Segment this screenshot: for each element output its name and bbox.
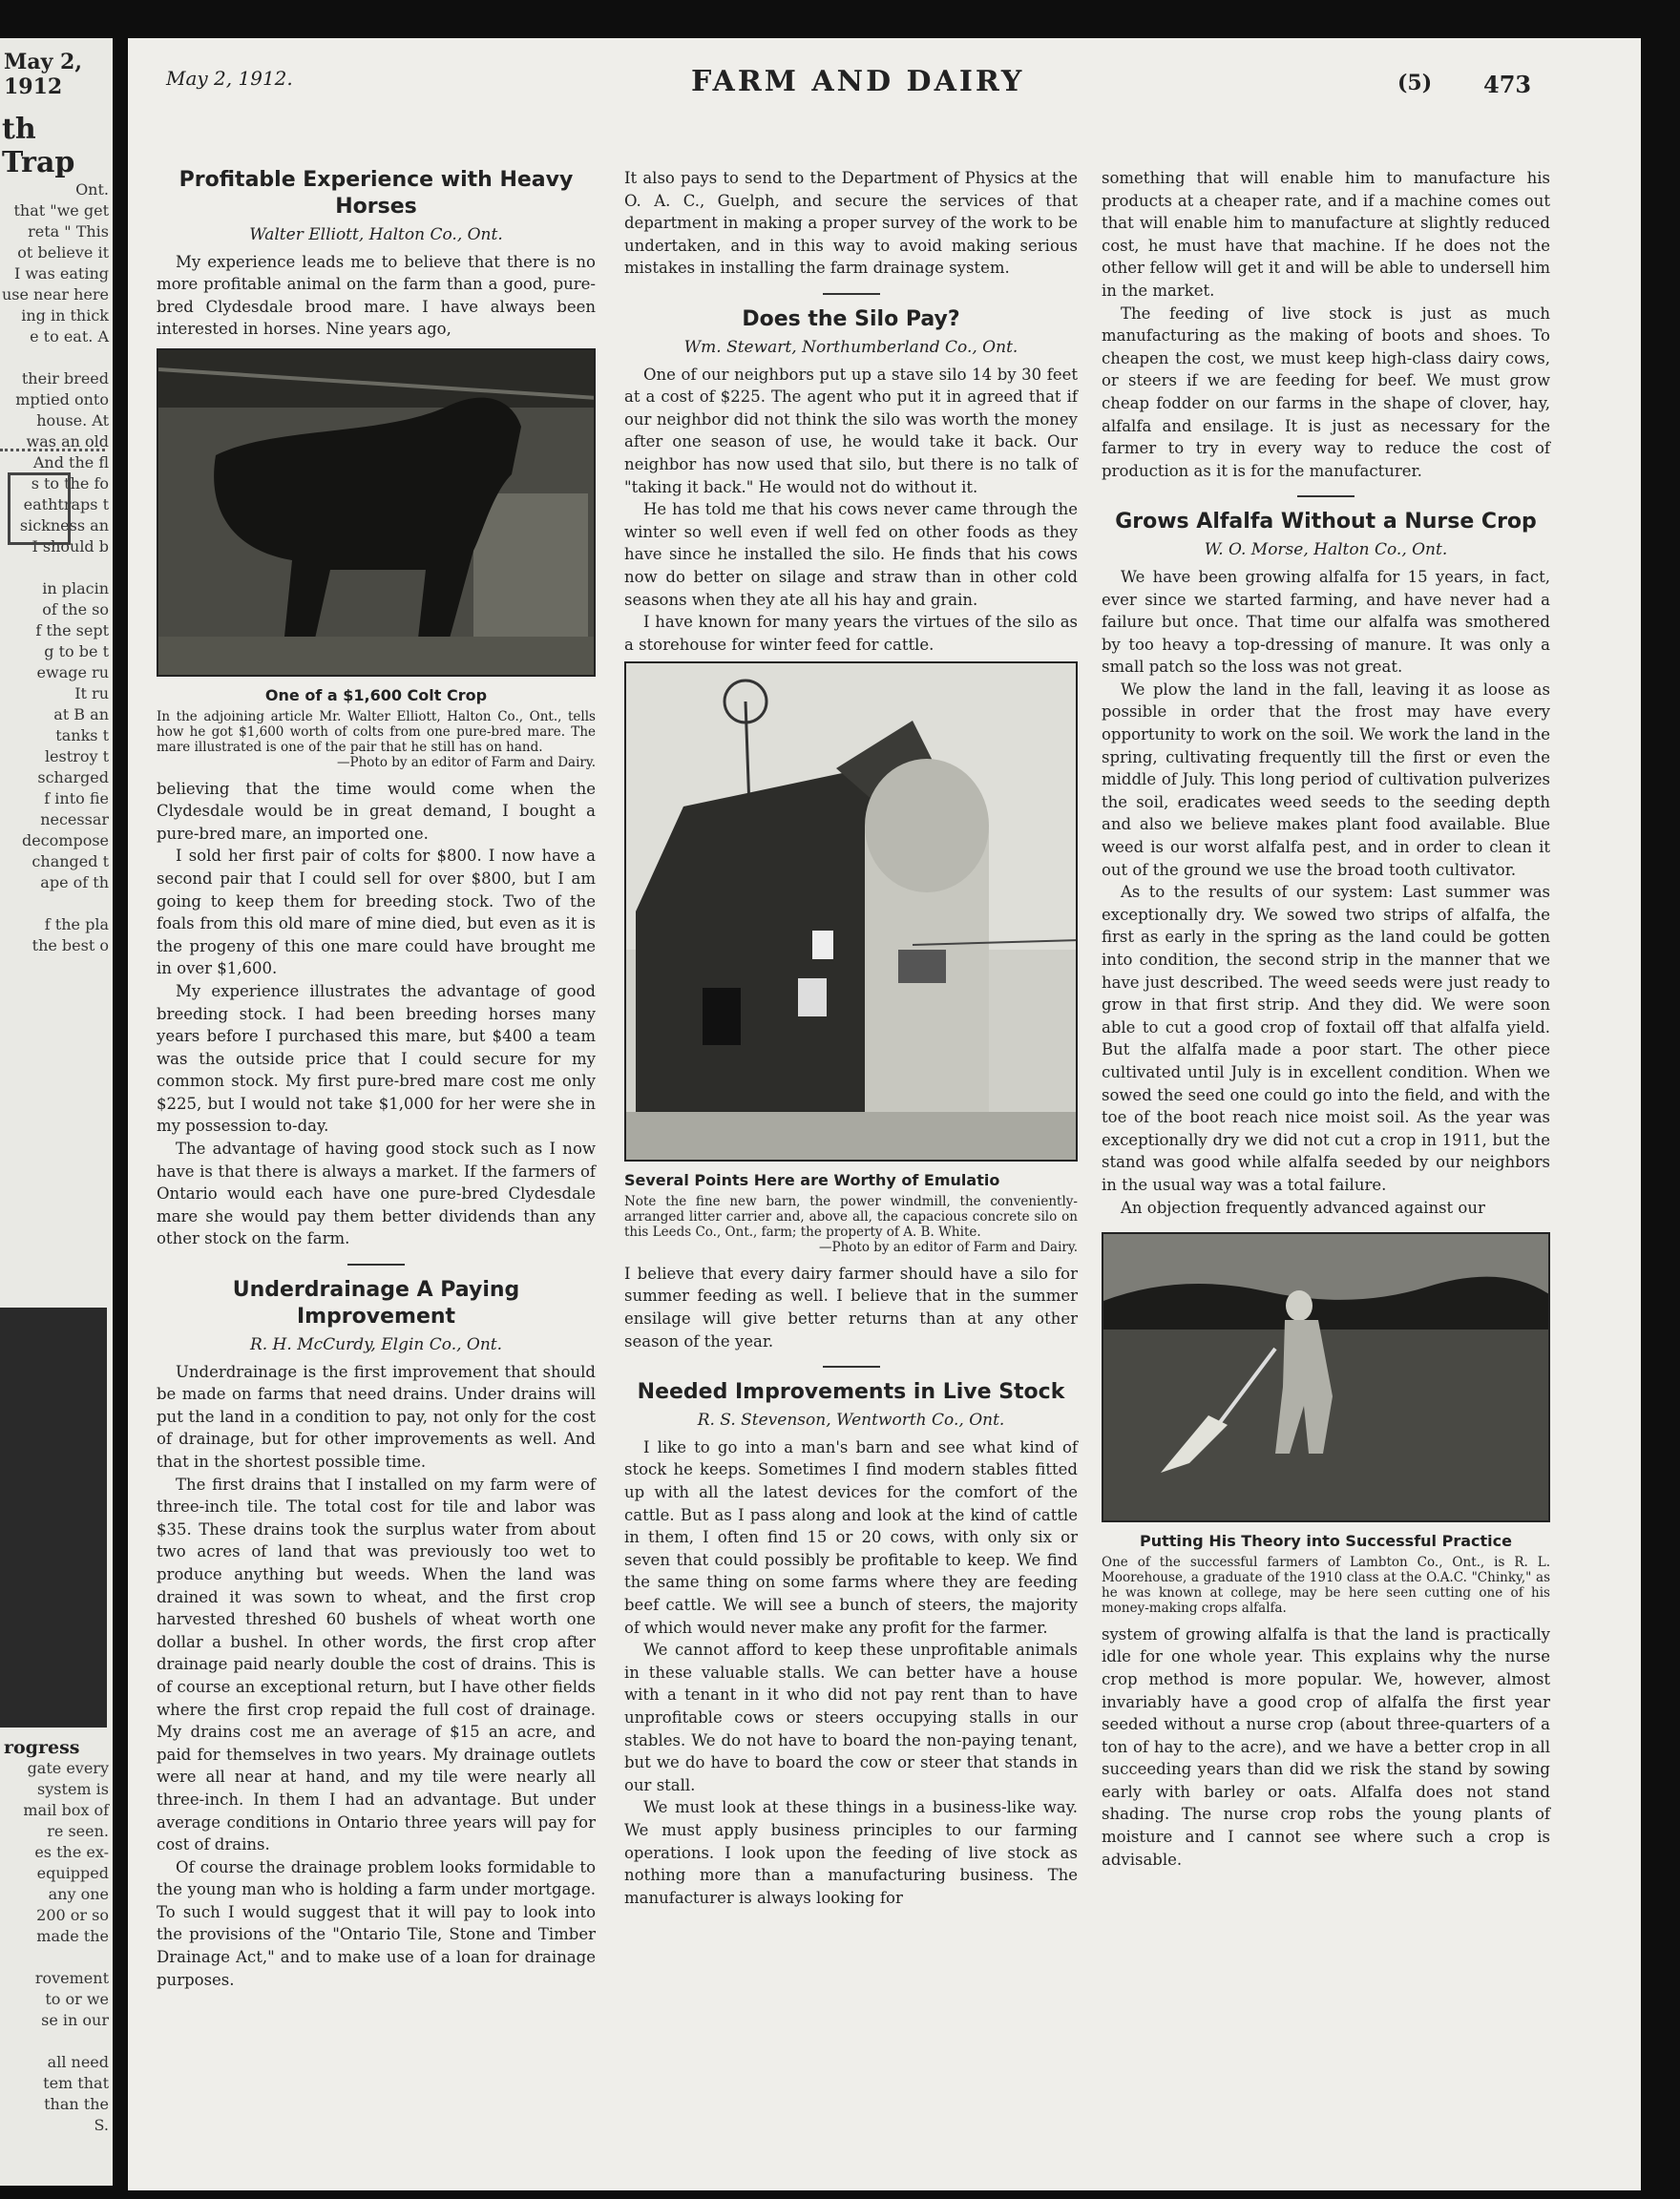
photo-credit: —Photo by an editor of Farm and Dairy. [337,754,596,770]
prev-page-line: rovement [34,1969,109,1987]
paragraph: The first drains that I installed on my farm were of three-inch tile. The total cost for tile and labor was $35. These drains took the surplus water from about two acres of land that was previously too wet to produce anything but weeds. When the land was drained it was sown to wheat, and the first crop harvested threshed 60 bushels of wheat worth one dollar a bushel. In other words, the first crop after drainage paid nearly double the cost of drains. This is of course an exceptional return, but I have other fields where the first crop repaid the full cost of drainage. My drains cost me an average of $15 an acre, and paid for themselves in two years. My drainage outlets were all near at hand, and my tile were nearly all three-inch. In them I had an advantage. But under average conditions in Ontario three years will pay for cost of drains. [157,1475,596,1854]
prev-page-line: made the [36,1927,109,1945]
paragraph: The advantage of having good stock such as I now have is that there is always a market. If the farmers of Ontario would each have one pure-bred Clydesdale mare she would pay them better dividends than any other stock on the farm. [157,1140,596,1248]
article-byline: R. S. Stevenson, Wentworth Co., Ont. [697,1411,1005,1431]
figure-text [157,709,596,770]
prev-page-line: scharged [37,768,109,786]
prev-page-line: decompose [21,831,109,849]
masthead-title: FARM AND DAIRY [691,65,1025,98]
prev-page-line: re seen. [47,1822,109,1840]
prev-page-line: ot believe it [17,243,109,262]
article-byline: W. O. Morse, Halton Co., Ont. [1204,540,1448,560]
prev-page-line: It ru [74,684,109,702]
prev-page-line: to or we [45,1990,109,2008]
paragraph: My experience illustrates the advantage of good breeding stock. I had been breeding horses many years before I purchased this mare, but $400 a team was the outside price that I could secure for my common stock. My first pure-bred mare cost me only $225, but I would not take $1,000 for her were she in my possession to-day. [157,981,596,1136]
prev-page-line: their breed [21,369,109,387]
paragraph: The feeding of live stock is just as much manufacturing as the making of boots and shoes. To cheapen the cost, we must keep high-class dairy cows, or steers if we are feeding for beef. We must grow cheap fodder on our farms in the shape of clover, hay, alfalfa and ensilage. It is just as necessary for the farmer to try in every way to reduce the cost of production as it is for the manufacturer. [1102,304,1550,480]
prev-page-lower-lines [0,1758,113,2136]
divider [1297,495,1354,497]
paragraph: I have known for many years the virtues of the silo as a storehouse for winter feed for cattle. [624,613,1078,654]
section-number: (5) [1397,71,1433,95]
prev-page-line: f the sept [35,621,109,639]
prev-page-line: ape of th [40,873,109,891]
prev-page-line: I should b [32,537,109,555]
photo-credit: —Photo by an editor of Farm and Dairy. [819,1239,1078,1255]
column-1 [157,167,596,1991]
paragraph: We have been growing alfalfa for 15 years, in fact, ever since we started farming, and have never had a failure but once. That time our alfalfa was smothered by too heavy a top-dressing of manure. It was only a small patch so the loss was not great. [1102,567,1550,677]
article-title: Needed Improvements in Live Stock [637,1380,1065,1405]
prev-page-line: lestroy t [44,747,109,765]
paragraph: It also pays to send to the Department of Physics at the O. A. C., Guelph, and secure the services of that department in making a proper survey of the work to be undertaken, and in this way to avoid making serious mistakes in installing the farm drainage system. [624,169,1078,278]
prev-page-line: tem that [43,2074,109,2092]
paragraph: We must look at these things in a business-like way. We must apply business principles to our farming operations. I look upon the feeding of live stock as nothing more than a manufacturing business. The manufacturer is always looking for [624,1798,1078,1907]
article-byline: Walter Elliott, Halton Co., Ont. [249,225,503,244]
prev-page-line: use near here [1,285,109,304]
prev-page-line: es the ex- [34,1843,109,1861]
prev-page-line: any one [48,1885,109,1903]
prev-page-line: I was eating [13,264,109,283]
prev-page-line [0,2031,113,2052]
article-title: Underdrainage A Paying Improvement [232,1278,520,1330]
prev-page-line: equipped [36,1864,109,1882]
figure-caption: One of a $1,600 Colt Crop [264,685,488,704]
prev-page-line [0,347,113,368]
alfalfa-field-photo [1102,1232,1550,1522]
article-title: Grows Alfalfa Without a Nurse Crop [1115,510,1537,534]
prev-page-line: s to the fo [31,474,109,492]
figure-description: In the adjoining article Mr. Walter Elliott, Halton Co., Ont., tells how he got $1,600 worth of colts from one pure-bred mare. The mare illustrated is one of the pair that he still has on hand. [157,708,596,755]
prev-page-line: tanks t [55,726,109,744]
paragraph: I believe that every dairy farmer should have a silo for summer feeding as well. I believe that in the summer ensilage will give better returns than at any other season of the year. [624,1264,1078,1351]
paragraph: Underdrainage is the first improvement that should be made on farms that need drains. Under drains will put the land in a condition to pay, not only for the cost of drainage, but for other improvements as well. And that in the shortest possible time. [157,1362,596,1471]
prev-page-line: house. At [36,411,109,429]
prev-page-line: eathtraps t [23,495,109,513]
prev-page-line: Ont. [75,180,109,199]
prev-page-line: changed t [32,852,109,870]
prev-page-diagram [0,449,105,585]
paragraph: We plow the land in the fall, leaving it as loose as possible in order that the frost may have every opportunity to work on the soil. We work the land in the spring, cultivating frequently till the first or even the middle of July. This long period of cultivation pulverizes the soil, eradicates weed seeds to the seeding depth and also we believe makes plant food available. Blue weed is our worst alfalfa pest, and in order to clean it out of the ground we use the broad tooth cultivator. [1102,680,1550,879]
article-title: Profitable Experience with Heavy Horses [178,168,574,219]
prev-page-line: at B an [53,705,109,723]
paragraph: My experience leads me to believe that there is no more profitable animal on the farm than a good, pure-bred Clydesdale brood mare. I have always been interested in horses. Nine years ago, [157,252,596,339]
article-title: Does the Silo Pay? [742,306,960,331]
paragraph: As to the results of our system: Last summer was exceptionally dry. We sowed two strips of alfalfa, the first as early in the spring as the land could be gotten into condition, the second strip in the manner that we have just described. The weed seeds were just ready to grow in that first strip. And they did. We were soon able to cut a good crop of foxtail off that alfalfa yield. But the alfalfa made a poor start. The other piece cultivated until July is in excellent condition. When we sowed the seed one could go into the field, and with the toe of the boot reach nice moist soil. As the year was exceptionally dry we did not cut a crop in 1911, but the stand was good while alfalfa seeded by our neighbors in the usual way was a total failure. [1102,883,1550,1194]
paragraph: believing that the time would come when the Clydesdale would be in great demand, I bought a pure-bred mare, an imported one. [157,779,596,843]
figure-description: Note the fine new barn, the power windmill, the conveniently-arranged litter carrier and, above all, the capacious concrete silo on this Leeds Co., Ont., farm; the property of A. B. White. [624,1193,1078,1240]
prev-page-line: gate every [27,1759,109,1777]
paragraph: I sold her first pair of colts for $800. I now have a second pair that I could sell for over $800, but I am going to keep them for breeding stock. Two of the foals from this old mare of mine died, but even as it is the progeny of this one mare could have brought me in over $1,600. [157,847,596,978]
prev-page-line: ewage ru [36,663,109,681]
prev-page-line: And the fl [32,453,109,471]
figure-caption: Putting His Theory into Successful Practice [1140,1532,1512,1551]
paragraph: something that will enable him to manufacture his products at a cheaper rate, and if a machine comes out that will enable him to manufacture at slightly reduced cost, he must have that machine. If he does not the other fellow will get it and will be able to undersell him in the market. [1102,169,1550,300]
prev-page-line [0,893,113,914]
prev-page-line: e to eat. A [30,327,109,346]
column-2 [624,167,1078,1909]
column-3 [1102,167,1550,1871]
figure-text [624,1194,1078,1255]
prev-page-line: all need [47,2053,109,2071]
divider [823,1366,880,1368]
prev-page-line: se in our [41,2011,109,2029]
barn-silo-photo [624,661,1078,1162]
prev-page-line: S. [94,2116,109,2134]
paragraph: We cannot afford to keep these unprofitable animals in these valuable stalls. We can better have a house with a tenant in it who did not pay rent than to have unprofitable cows or steers occupying stalls in our stables. We do not have to board the non-paying tenant, but we do have to board the cow or steer that stands in our stall. [624,1641,1078,1794]
prev-page-line: f into fie [44,789,109,807]
page-number: 473 [1483,71,1532,98]
prev-page-line: g to be t [44,642,109,660]
paragraph: system of growing alfalfa is that the land is practically idle for one whole year. This explains why the nurse crop method is more popular. We, however, almost invariably have a good crop of alfalfa the first year seeded without a nurse crop (about three-quarters of a ton of hay to the acre), and we have a better crop in all succeeding years than did we risk the stand by sowing early with barley or oats. Alfalfa does not stand shading. The nurse crop robs the young plants of moisture and I cannot see where such a crop is advisable. [1102,1624,1550,1869]
article-byline: Wm. Stewart, Northumberland Co., Ont. [683,337,1018,357]
prev-page-line: reta " This [28,222,109,241]
paragraph: I like to go into a man's barn and see what kind of stock he keeps. Sometimes I find modern stables fitted up with all the latest devices for the comfort of the cattle. But as I pass along and look at the kind of cattle in them, I often find 15 or 20 cows, with only six or seven that could possibly be profitable to keep. We find the same thing on some farms where they are feeding beef cattle. We will see a bunch of steers, the majority of which would never make any profit for the farmer. [624,1437,1078,1637]
paragraph: He has told me that his cows never came through the winter so well even if well fed on other foods as they have since he installed the silo. He finds that his cows now do better on silage and straw than in other cold seasons when they ate all his hay and grain. [624,500,1078,609]
prev-page-line: system is [37,1780,109,1798]
newspaper-page [128,38,1641,2190]
prev-page-photo [0,1308,107,1728]
paragraph: One of our neighbors put up a stave silo 14 by 30 feet at a cost of $225. The agent who put it in agreed that if our neighbor did not think the silo was worth the money after one season of use, he would take it back. Our neighbor has now used that silo, but there is no talk of "taking it back." He would not do without it. [624,365,1078,496]
prev-page-line: the best o [32,936,109,954]
prev-page-line: ing in thick [21,306,109,325]
prev-page-title: th Trap [2,113,75,179]
horse-photo [157,348,596,677]
prev-page-line [0,1947,113,1968]
prev-page-head: May 2, 1912 [4,50,83,99]
divider [823,293,880,295]
figure-text: One of the successful farmers of Lambton Co., Ont., is R. L. Moorehouse, a graduate of the 1910 class at the O.A.C. "Chinky," as he was known at college, may be here seen cutting one of his money-making crops alfalfa. [1102,1554,1550,1616]
prev-page-line: mptied onto [15,390,109,408]
prev-page-lower-head: rogress [4,1737,80,1758]
prev-page-line: sickness an [19,516,109,534]
paragraph: Of course the drainage problem looks formidable to the young man who is holding a farm under mortgage. To such I would suggest that it will pay to look into the provisions of the "Ontario Tile, Stone and Timber Drainage Act," and to make use of a loan for drainage purposes. [157,1857,596,1989]
prev-page-line: mail box of [23,1801,109,1819]
prev-page-line: of the so [42,600,109,618]
article-byline: R. H. McCurdy, Elgin Co., Ont. [249,1335,503,1355]
prev-page-line: f the pla [44,915,109,933]
prev-page-line: was an old [26,432,109,450]
previous-page-fragment [0,38,113,2186]
prev-page-line: necessar [40,810,109,828]
paragraph: An objection frequently advanced against our [1121,1198,1485,1217]
prev-page-line: in placin [42,579,109,597]
prev-page-line: 200 or so [36,1906,109,1924]
prev-page-line: that "we get [13,201,109,220]
figure-caption: Several Points Here are Worthy of Emulatio [624,1171,1000,1190]
issue-date: May 2, 1912. [166,67,293,90]
prev-page-line: than the [44,2095,109,2113]
divider [347,1264,405,1266]
